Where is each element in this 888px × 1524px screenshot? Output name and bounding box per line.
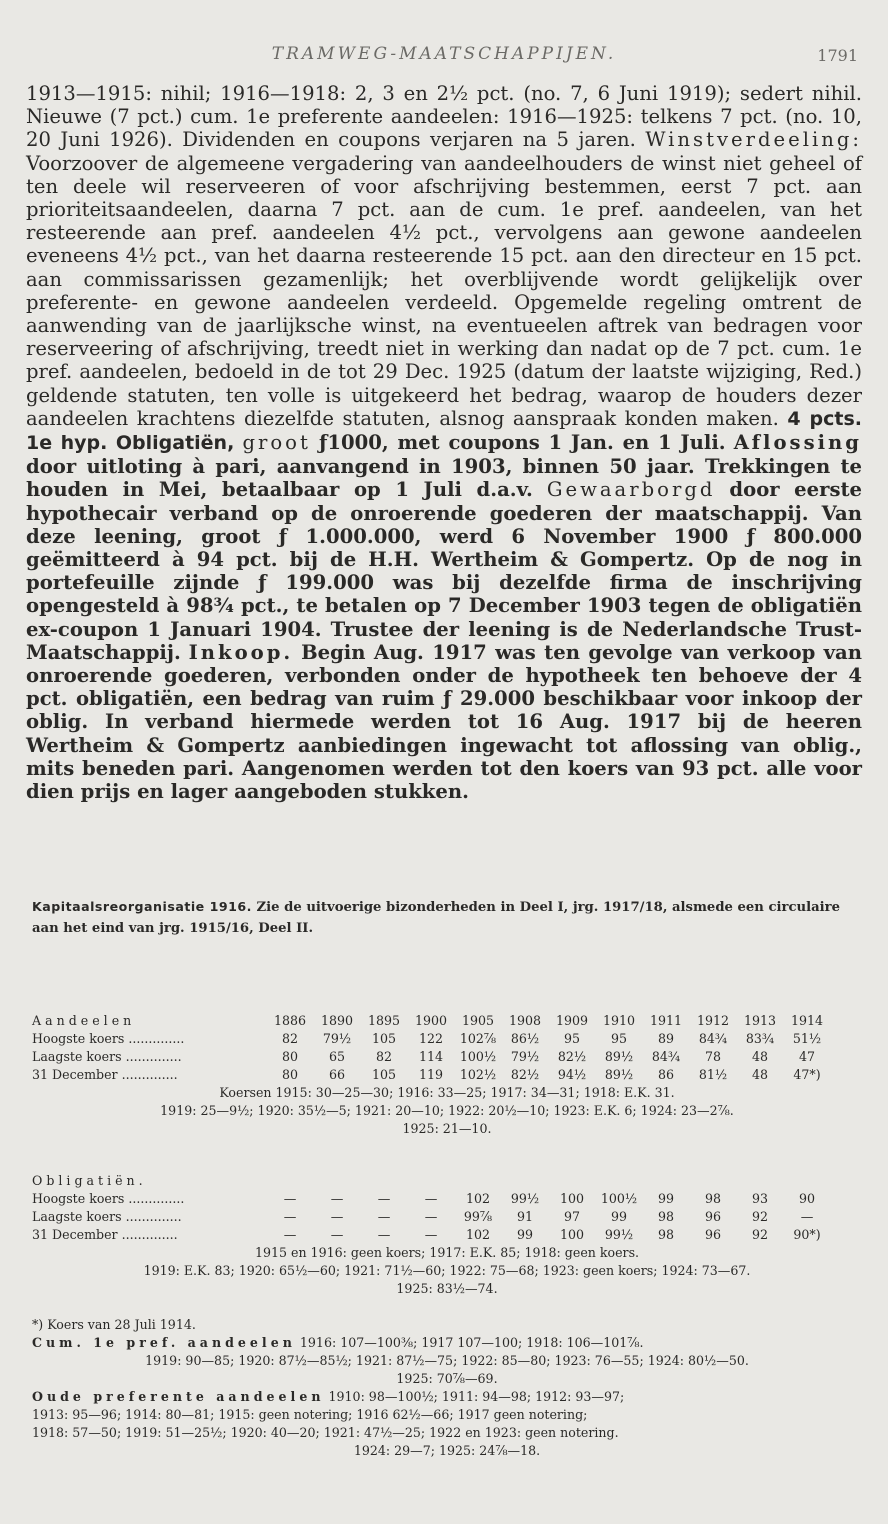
value-cell: 48 [751,1067,769,1082]
value-cell: 89½ [604,1067,634,1082]
cum-pref-label: Cum. 1e pref. aandeelen [32,1335,296,1350]
value-cell: 84¾ [698,1031,728,1046]
value-cell: — [424,1227,438,1242]
value-cell: 94½ [557,1067,587,1082]
value-cell: — [377,1191,391,1206]
value-cell: 99 [516,1227,534,1242]
value-cell: — [330,1209,344,1224]
row-label: Laagste koers .............. [32,1209,182,1224]
year-cell: 1911 [649,1013,683,1028]
value-cell: 47 [798,1049,816,1064]
koersen-line: Koersen 1915: 30—25—30; 1916: 33—25; 1917: 34—31; 1918: E.K. 31. [219,1085,675,1100]
notes-section [32,1316,862,1460]
value-cell: 86 [657,1067,675,1082]
value-cell: 84¾ [651,1049,681,1064]
value-cell: 78 [704,1049,722,1064]
row-label: 31 December .............. [32,1067,178,1082]
value-cell: 100 [559,1227,585,1242]
value-cell: 79½ [510,1049,540,1064]
groot-label: groot [242,431,311,455]
footnote: *) Koers van 28 Juli 1914. [32,1317,196,1332]
aandeelen-table [32,1012,862,1138]
value-cell: — [377,1209,391,1224]
koersen-line: 1915 en 1916: geen koers; 1917: E.K. 85; 1918: geen koers. [254,1245,640,1260]
value-cell: 92 [751,1209,769,1224]
table-row [32,1208,862,1226]
value-cell: 80 [281,1067,299,1082]
year-cell: 1895 [367,1013,401,1028]
value-cell: 82 [375,1049,393,1064]
year-cell: 1908 [508,1013,542,1028]
value-cell: — [377,1227,391,1242]
koersen-line: 1925: 83½—74. [396,1281,498,1296]
value-cell: 99⅞ [463,1209,493,1224]
year-cell: 1912 [696,1013,730,1028]
obligatien-table [32,1172,862,1298]
value-cell: — [330,1191,344,1206]
row-label: Hoogste koers .............. [32,1191,185,1206]
value-cell: — [424,1209,438,1224]
winstverdeeling-label: Winstverdeeling: [645,128,862,152]
table-row [32,1030,862,1048]
cum-pref-text: 1916: 107—100⅜; 1917 107—100; 1918: 106—101⅞. [299,1335,644,1350]
value-cell: 90 [798,1191,816,1206]
value-cell: 100½ [459,1049,497,1064]
value-cell: 86½ [510,1031,540,1046]
value-cell: 105 [371,1031,397,1046]
gewaarborgd-label: Gewaarborgd [546,478,716,502]
table-row [32,1190,862,1208]
value-cell: 80 [281,1049,299,1064]
oude-pref-line: 1918: 57—50; 1919: 51—25½; 1920: 40—20; 1921: 47½—25; 1922 en 1923: geen notering. [32,1425,619,1440]
value-cell: 122 [418,1031,444,1046]
winstverdeeling-text: Voorzoover de algemeene vergadering van aandeelhouders de winst niet geheel of ten deele wil reserveeren of voor afschrijving bestemmen, eerst 7 pct. aan prioriteitsaandeelen, daarna 7 pct. aan de cum. 1e pref. aandeelen, van het resteerende aan pref. aandeelen 4½ pct., vervolgens aan gewone aandeelen eveneens 4½ pct., van het daarna resteerende 15 pct. aan den directeur en 15 pct. aan commissarissen gezamenlijk; het overblijvende wordt gelijkelijk over preferente- en gewone aandeelen verdeeld. Opgemelde regeling omtrent de aanwending van de jaarlijksche winst, na eventueelen aftrek van bedragen voor reserveering of afschrijving, treedt niet in werking dan nadat op de 7 pct. cum. 1e pref. aandeelen, bedoeld in de tot 29 Dec. 1925 (datum der laatste wijziging, Red.) geldende statuten, ten volle is uitgekeerd het bedrag, waarop de houders dezer aandeelen krachtens diezelfde statuten, alsnog aanspraak konden maken. [26,151,862,430]
value-cell: 114 [418,1049,444,1064]
value-cell: 89½ [604,1049,634,1064]
year-cell: 1914 [790,1013,824,1028]
year-cell: 1890 [320,1013,354,1028]
notice-text: Zie de uitvoerige bizonderheden in Deel I, jrg. 1917/18, alsmede een circulaire aan het eind van jrg. 1915/16, Deel II. [32,900,840,936]
kapitaalsreorganisatie-notice [32,896,862,939]
value-cell: 102½ [459,1067,497,1082]
value-cell: 81½ [698,1067,728,1082]
value-cell: 79½ [322,1031,352,1046]
value-cell: 95 [610,1031,628,1046]
value-cell: 92 [751,1227,769,1242]
value-cell: — [424,1191,438,1206]
year-cell: 1905 [461,1013,495,1028]
oude-pref-line: 1924: 29—7; 1925: 24⅞—18. [353,1443,541,1458]
value-cell: 66 [328,1067,346,1082]
cum-pref-line: 1919: 90—85; 1920: 87½—85½; 1921: 87½—75; 1922: 85—80; 1923: 76—55; 1924: 80½—50. [145,1353,749,1368]
value-cell: 65 [328,1049,346,1064]
aandeelen-heading: Aandeelen [32,1013,136,1028]
value-cell: 83¾ [745,1031,775,1046]
value-cell: — [283,1227,297,1242]
value-cell: — [283,1191,297,1206]
obligatien-heading: 4 pcts. 1e hyp. Obligatiën, [26,407,862,455]
table-header-row [32,1012,862,1030]
value-cell: 97 [563,1209,581,1224]
obligatien-heading: Obligatiën. [32,1173,147,1188]
value-cell: 102 [465,1191,491,1206]
value-cell: 105 [371,1067,397,1082]
cum-pref-line: 1925: 70⅞—69. [396,1371,498,1386]
value-cell: 93 [751,1191,769,1206]
value-cell: 82½ [510,1067,540,1082]
dividend-history: 1913—1915: nihil; 1916—1918: 2, 3 en 2½ pct. (no. 7, 6 Juni 1919); sedert nihil. Nieuwe (7 pct.) cum. 1e preferente aandeelen: 1916—1925: telkens 7 pct. (no. 10, 20 Juni 1926). Dividenden en coupons verjaren na 5 jaren. [26,82,862,152]
table-row [32,1226,862,1244]
value-cell: 99½ [604,1227,634,1242]
value-cell: 98 [704,1191,722,1206]
aflossing-label: Aflossing [733,431,863,455]
coupons-text: ƒ1000, met coupons 1 Jan. en 1 Juli. [318,431,726,455]
value-cell: 48 [751,1049,769,1064]
value-cell: 102 [465,1227,491,1242]
value-cell: 119 [418,1067,444,1082]
page-number: 1791 [817,46,858,65]
value-cell: 99½ [510,1191,540,1206]
koersen-line: 1919: 25—9½; 1920: 35½—5; 1921: 20—10; 1922: 20½—10; 1923: E.K. 6; 1924: 23—2⅞. [160,1103,734,1118]
value-cell: 98 [657,1209,675,1224]
value-cell: 98 [657,1227,675,1242]
table-row [32,1066,862,1084]
oude-pref-label: Oude preferente aandeelen [32,1389,325,1404]
value-cell: — [330,1227,344,1242]
row-label: 31 December .............. [32,1227,178,1242]
table-header-row [32,1172,862,1190]
page-header [0,42,888,72]
year-cell: 1909 [555,1013,589,1028]
value-cell: 51½ [792,1031,822,1046]
year-cell: 1886 [273,1013,307,1028]
value-cell: — [283,1209,297,1224]
value-cell: 91 [516,1209,534,1224]
oude-pref-line: 1913: 95—96; 1914: 80—81; 1915: geen notering; 1916 62½—66; 1917 geen notering; [32,1407,588,1422]
value-cell: 89 [657,1031,675,1046]
oude-pref-text: 1910: 98—100½; 1911: 94—98; 1912: 93—97; [328,1389,625,1404]
value-cell: 100 [559,1191,585,1206]
koersen-line: 1925: 21—10. [402,1121,492,1136]
year-cell: 1913 [743,1013,777,1028]
gewaarborgd-text: door eerste hypothecair verband op de onroerende goederen der maatschappij. Van deze leening, groot ƒ 1.000.000, werd 6 November 1900 ƒ 800.000 geëmitteerd à 94 pct. bij de H.H. Wertheim & Gompertz. Op de nog in portefeuille zijnde ƒ 199.000 was bij dezelfde firma de inschrijving opengesteld à 98¾ pct., te betalen op 7 December 1903 tegen de obligatiën ex-coupon 1 Januari 1904. Trustee der leening is de Nederlandsche Trust-Maatschappij. [26,478,862,664]
value-cell: 82 [281,1031,299,1046]
value-cell: 96 [704,1209,722,1224]
year-cell: 1910 [602,1013,636,1028]
inkoop-text: Begin Aug. 1917 was ten gevolge van verkoop van onroerende goederen, verbonden onder de hypotheek ten behoeve der 4 pct. obligatiën, een bedrag van ruim ƒ 29.000 beschikbaar voor inkoop der oblig. In verband hiermede werden tot 16 Aug. 1917 bij de heeren Wertheim & Gompertz aanbiedingen ingewacht tot aflossing van oblig., mits beneden pari. Aangenomen werden tot den koers van 93 pct. alle voor dien prijs en lager aangeboden stukken. [26,640,862,804]
value-cell: 100½ [600,1191,638,1206]
value-cell: 96 [704,1227,722,1242]
row-label: Hoogste koers .............. [32,1031,185,1046]
value-cell: 99 [657,1191,675,1206]
value-cell: 90*) [793,1227,821,1242]
main-text [26,82,862,803]
year-cell: 1900 [414,1013,448,1028]
cum-pref-line [32,1334,862,1352]
koersen-line: 1919: E.K. 83; 1920: 65½—60; 1921: 71½—60; 1922: 75—68; 1923: geen koers; 1924: 73—67. [143,1263,751,1278]
table-row [32,1048,862,1066]
running-title: TRAMWEG-MAATSCHAPPIJEN. [271,44,617,64]
value-cell: 47*) [793,1067,821,1082]
value-cell: — [800,1209,814,1224]
value-cell: 102⅞ [459,1031,497,1046]
aflossing-text: door uitloting à pari, aanvangend in 1903, binnen 50 jaar. Trekkingen te houden in Mei, betaalbaar op 1 Juli d.a.v. [26,455,862,502]
inkoop-label: Inkoop. [188,640,294,664]
value-cell: 99 [610,1209,628,1224]
value-cell: 95 [563,1031,581,1046]
oude-pref-line [32,1388,862,1406]
row-label: Laagste koers .............. [32,1049,182,1064]
value-cell: 82½ [557,1049,587,1064]
notice-label: Kapitaalsreorganisatie 1916. [32,899,252,914]
paragraph [26,82,862,803]
